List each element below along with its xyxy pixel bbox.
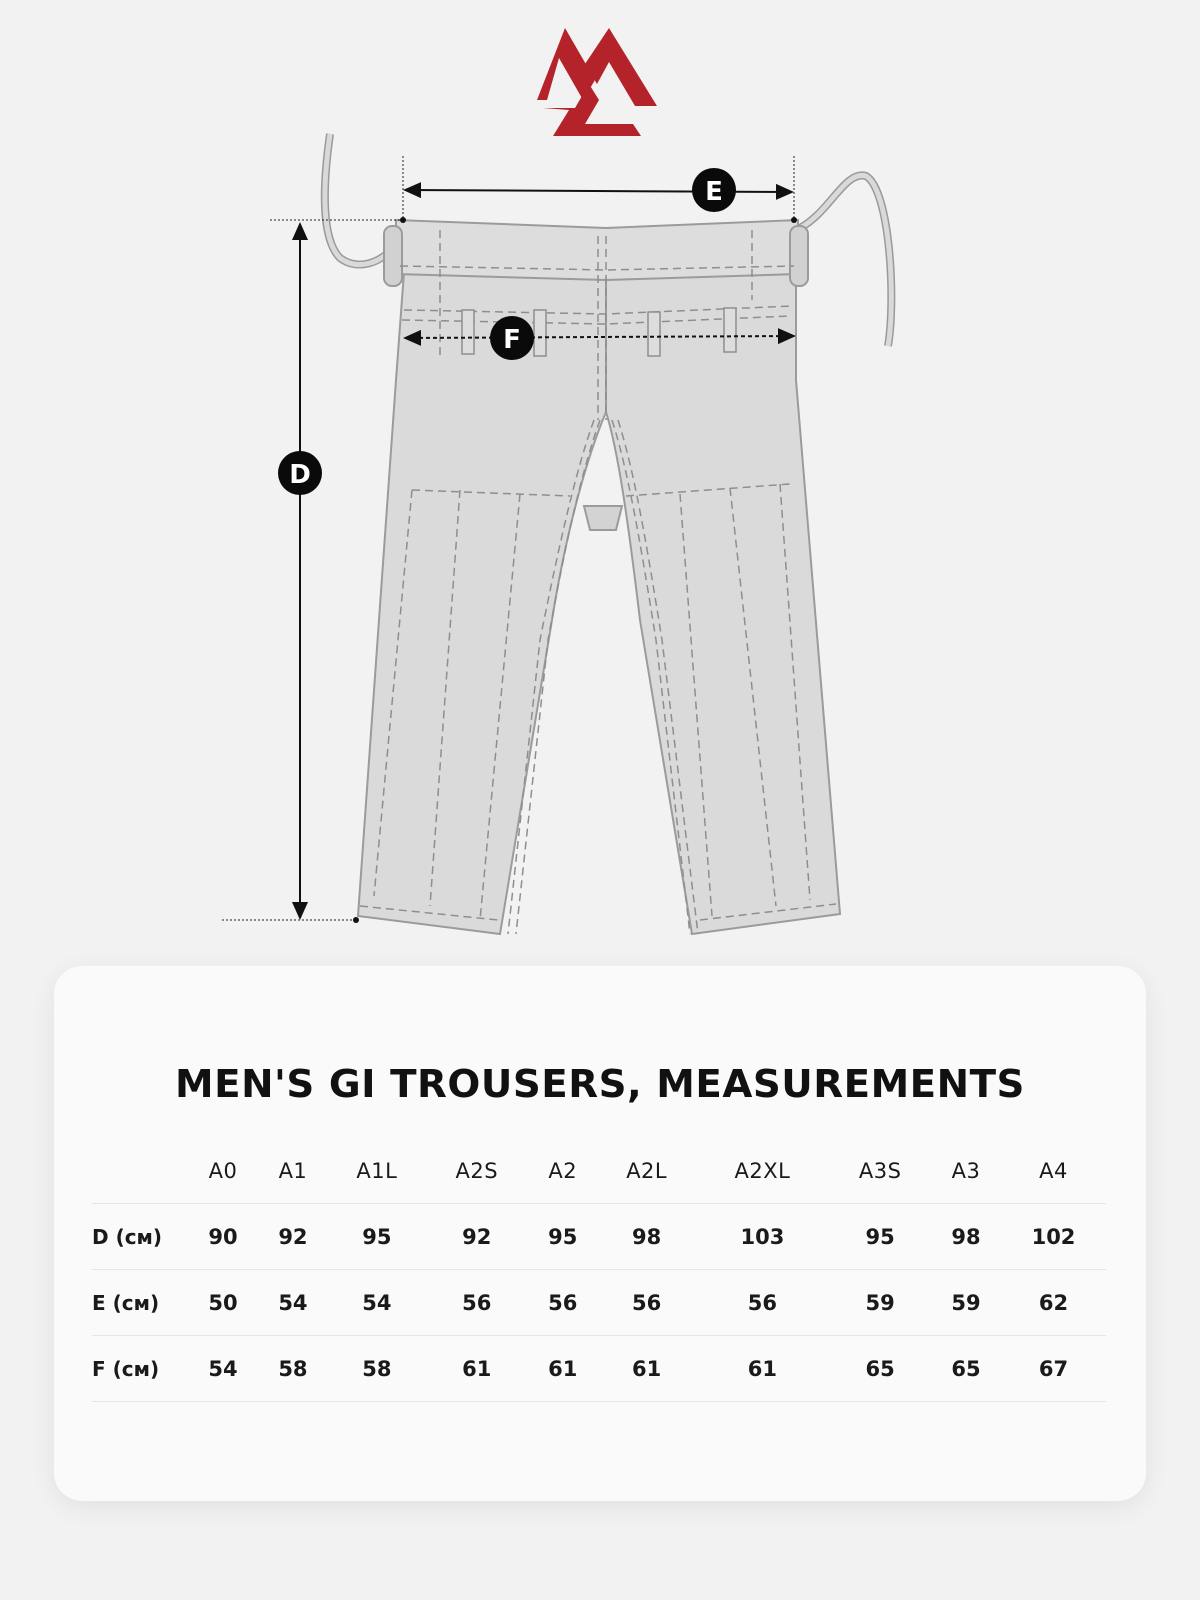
table-cell: 65 [931, 1336, 1001, 1402]
svg-text:E: E [705, 177, 723, 207]
table-cell: 59 [931, 1270, 1001, 1336]
table-cell: 59 [829, 1270, 931, 1336]
table-row [92, 1270, 1106, 1336]
size-header-row [92, 1138, 1106, 1204]
size-column-header: A2XL [696, 1138, 830, 1204]
table-cell: 54 [258, 1270, 328, 1336]
row-label: F (см) [92, 1336, 188, 1402]
table-cell: 58 [328, 1336, 426, 1402]
table-cell: 98 [931, 1204, 1001, 1270]
size-chart-title: MEN'S GI TROUSERS, MEASUREMENTS [174, 1062, 1025, 1106]
table-cell: 56 [598, 1270, 696, 1336]
size-column-header: A0 [188, 1138, 258, 1204]
gi-trousers-icon [325, 134, 891, 934]
table-cell: 61 [426, 1336, 528, 1402]
size-column-header: A3 [931, 1138, 1001, 1204]
table-cell: 65 [829, 1336, 931, 1402]
corner-cell [92, 1138, 188, 1204]
table-cell: 102 [1001, 1204, 1106, 1270]
table-cell: 58 [258, 1336, 328, 1402]
marker-f [490, 316, 534, 360]
marker-e [692, 168, 736, 212]
size-column-header: A1L [328, 1138, 426, 1204]
table-cell: 98 [598, 1204, 696, 1270]
size-chart-table [92, 1138, 1106, 1402]
table-cell: 90 [188, 1204, 258, 1270]
size-column-header: A2L [598, 1138, 696, 1204]
table-cell: 54 [328, 1270, 426, 1336]
table-cell: 95 [829, 1204, 931, 1270]
table-cell: 61 [598, 1336, 696, 1402]
table-cell: 61 [528, 1336, 598, 1402]
size-column-header: A2 [528, 1138, 598, 1204]
table-cell: 95 [528, 1204, 598, 1270]
table-cell: 62 [1001, 1270, 1106, 1336]
svg-text:D: D [289, 460, 311, 490]
marker-d [278, 451, 322, 495]
svg-text:F: F [503, 325, 521, 355]
size-column-header: A2S [426, 1138, 528, 1204]
table-cell: 56 [528, 1270, 598, 1336]
row-label: E (см) [92, 1270, 188, 1336]
row-label: D (см) [92, 1204, 188, 1270]
table-cell: 61 [696, 1336, 830, 1402]
table-cell: 67 [1001, 1336, 1106, 1402]
size-column-header: A3S [829, 1138, 931, 1204]
table-cell: 54 [188, 1336, 258, 1402]
table-cell: 92 [426, 1204, 528, 1270]
table-cell: 56 [696, 1270, 830, 1336]
table-cell: 103 [696, 1204, 830, 1270]
table-row [92, 1204, 1106, 1270]
table-cell: 56 [426, 1270, 528, 1336]
size-column-header: A4 [1001, 1138, 1106, 1204]
table-cell: 95 [328, 1204, 426, 1270]
table-row [92, 1336, 1106, 1402]
size-chart-card [54, 966, 1146, 1501]
table-cell: 92 [258, 1204, 328, 1270]
table-cell: 50 [188, 1270, 258, 1336]
size-column-header: A1 [258, 1138, 328, 1204]
